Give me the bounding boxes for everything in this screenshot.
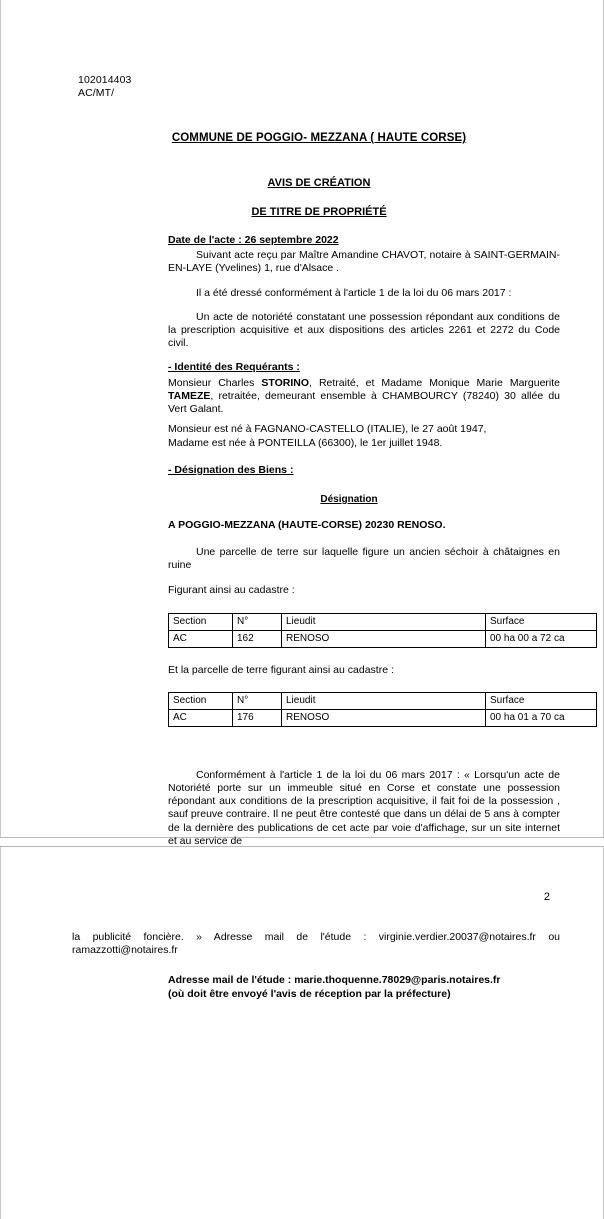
table-row — [169, 709, 597, 726]
cell-surface: 00 ha 00 a 72 ca — [486, 630, 597, 647]
header-lieudit: Lieudit — [282, 692, 486, 709]
adresse-mail-etude: Adresse mail de l'étude : marie.thoquenne.78029@paris.notaires.fr — [168, 974, 501, 987]
cell-section: AC — [169, 709, 233, 726]
adresse-bien: A POGGIO-MEZZANA (HAUTE-CORSE) 20230 RENOSO. — [168, 518, 446, 531]
table-row — [169, 630, 597, 647]
identite-text-3: , retraitée, demeurant ensemble à CHAMBOURCY (78240) 30 allée du Vert Galant. — [168, 389, 560, 416]
table-header-row — [169, 613, 597, 630]
page-2-content — [0, 847, 604, 1001]
cell-numero: 162 — [233, 630, 282, 647]
identite-heading — [168, 361, 560, 374]
identite-requerants — [78, 377, 560, 417]
cell-surface: 00 ha 01 a 70 ca — [486, 709, 597, 726]
header-lieudit: Lieudit — [282, 613, 486, 630]
header-numero: N° — [233, 692, 282, 709]
para-acte-recu: Suivant acte reçu par Maître Amandine CHAVOT, notaire à SAINT-GERMAIN-EN-LAYE (Yvelines) 1, rue d'Alsace . — [168, 249, 560, 275]
cell-section: AC — [169, 630, 233, 647]
para-parcelle-description: Une parcelle de terre sur laquelle figure un ancien séchoir à châtaignes en ruine — [168, 546, 560, 572]
cadastre-table-1 — [168, 613, 597, 648]
para-figurant-cadastre-2: Et la parcelle de terre figurant ainsi au cadastre : — [168, 663, 394, 676]
cell-numero: 176 — [233, 709, 282, 726]
cell-lieudit: RENOSO — [282, 630, 486, 647]
reference-line-2: AC/MT/ — [78, 87, 115, 99]
para-figurant-cadastre-1: Figurant ainsi au cadastre : — [168, 584, 295, 597]
cadastre-table-2 — [168, 692, 597, 727]
page-number: 2 — [543, 891, 550, 903]
para-conformement-citation: Conformément à l'article 1 de la loi du 06 mars 2017 : « Lorsqu'un acte de Notoriété porte sur un immeuble situé en Corse et constate une possession répondant aux conditions de la prescription acquisitive, il fait foi de la possession , sauf preuve contraire. Il ne peut être contesté que dans un délai de 5 ans à compter de la dernière des publications de cet acte par voie d'affichage, sur un site internet et au service de — [168, 768, 560, 847]
identite-text-2: , Retraité, et Madame Monique Marie Marguerite — [309, 376, 561, 389]
designation-title: Désignation — [320, 493, 378, 505]
requerant-nom-2: TAMEZE — [168, 389, 211, 402]
cell-lieudit: RENOSO — [282, 709, 486, 726]
header-section: Section — [169, 692, 233, 709]
adresse-mail-note: (où doit être envoyé l'avis de réception par la préfecture) — [168, 988, 451, 1001]
designation-heading — [168, 464, 560, 477]
spacer — [168, 727, 560, 769]
para-continuation: la publicité foncière. » Adresse mail de l'étude : virginie.verdier.20037@notaires.fr ou ramazzotti@notaires.fr — [72, 931, 560, 957]
reference-block — [78, 0, 560, 100]
document-page-2 — [0, 847, 604, 1219]
requerant-nom-1: STORINO — [261, 376, 310, 389]
reference-line-1: 102014403 — [78, 74, 132, 86]
table-header-row — [169, 692, 597, 709]
header-surface: Surface — [486, 692, 597, 709]
titre-propriete-title: DE TITRE DE PROPRIÉTÉ — [251, 206, 387, 218]
header-numero: N° — [233, 613, 282, 630]
adresse-mail-block — [78, 973, 560, 1001]
date-acte-heading — [168, 234, 560, 247]
avis-title: AVIS DE CRÉATION — [267, 177, 371, 189]
date-acte-label: Date de l'acte : 26 septembre 2022 — [168, 234, 339, 246]
naissance-monsieur: Monsieur est né à FAGNANO-CASTELLO (ITALIE), le 27 août 1947, — [168, 423, 487, 436]
identite-label: - Identité des Requérants : — [168, 361, 300, 374]
para-acte-notoriete: Un acte de notoriété constatant une possession répondant aux conditions de la prescription acquisitive et aux dispositions des articles 2261 et 2272 du Code civil. — [168, 310, 560, 350]
header-surface: Surface — [486, 613, 597, 630]
document-body — [78, 234, 565, 875]
naissance-madame: Madame est née à PONTEILLA (66300), le 1er juillet 1948. — [168, 437, 443, 450]
designation-label: - Désignation des Biens : — [168, 463, 294, 476]
para-conformement-article: Il a été dressé conformément à l'article 1 de la loi du 06 mars 2017 : — [196, 286, 512, 299]
commune-title: COMMUNE DE POGGIO- MEZZANA ( HAUTE CORSE) — [171, 132, 467, 144]
identite-text-1: Monsieur Charles — [168, 376, 262, 389]
header-section: Section — [169, 613, 233, 630]
